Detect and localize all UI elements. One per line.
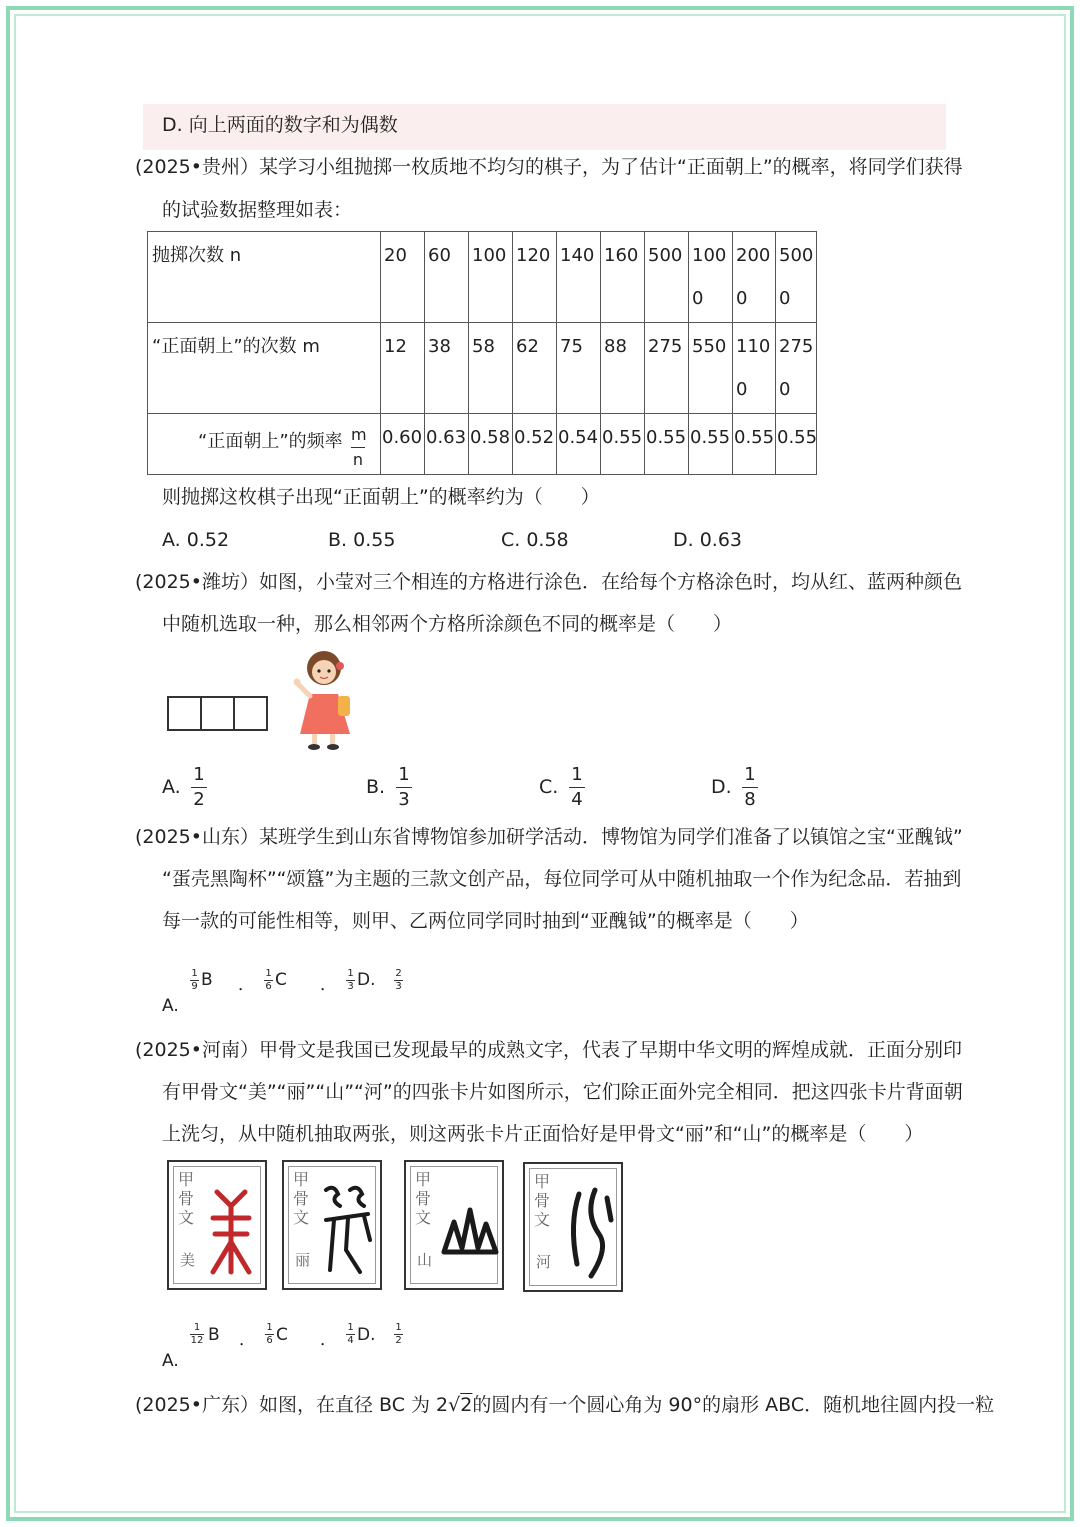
m-cell: 275 bbox=[779, 336, 814, 357]
oracle-card-shan: 甲骨文 山 bbox=[404, 1160, 504, 1290]
oracle-card-he: 甲骨文 河 bbox=[523, 1162, 623, 1292]
q4-stem-line3: 上洗匀，从中随机抽取两张，则这两张卡片正面恰好是甲骨文“丽”和“山”的概率是（ ） bbox=[162, 1123, 924, 1145]
m-cell: 0 bbox=[736, 379, 748, 400]
sqrt-sign: √ bbox=[448, 1394, 461, 1416]
q3-after-1: B bbox=[201, 970, 213, 990]
q4-frac-4: 1 2 bbox=[395, 1322, 402, 1346]
n-cell: 60 bbox=[428, 245, 451, 266]
freq-fraction: m n bbox=[351, 425, 367, 469]
m-cell: 0 bbox=[779, 379, 791, 400]
q2-stem-line1: (2025•潍坊）如图，小莹对三个相连的方格进行涂色．在给每个方格涂色时，均从红、蓝两种颜色 bbox=[135, 571, 962, 593]
q1-option-d: D. 0.63 bbox=[673, 529, 743, 551]
q1-option-c: C. 0.58 bbox=[501, 529, 569, 551]
q1-question: 则抛掷这枚棋子出现“正面朝上”的概率约为（ ） bbox=[162, 486, 600, 508]
q2-option-d-fraction: 1 8 bbox=[742, 765, 758, 810]
q4-stem-line1: (2025•河南）甲骨文是我国已发现最早的成熟文字，代表了早期中华文明的辉煌成就．正面分别印 bbox=[135, 1039, 962, 1061]
q5-stem-line1: (2025•广东）如图，在直径 BC 为 2√2的圆内有一个圆心角为 90°的扇形 ABC．随机地往圆内投一粒 bbox=[135, 1394, 995, 1416]
row-header-freq: “正面朝上”的频率 bbox=[198, 431, 343, 452]
freq-cell: 0.55 bbox=[690, 427, 731, 448]
n-cell: 140 bbox=[560, 245, 595, 266]
freq-cell: 0.55 bbox=[602, 427, 643, 448]
m-cell: 58 bbox=[472, 336, 495, 357]
oracle-glyph-shan bbox=[440, 1202, 500, 1262]
m-cell: 110 bbox=[736, 336, 771, 357]
freq-cell: 0.55 bbox=[646, 427, 687, 448]
q3-frac-1: 1 9 bbox=[191, 968, 198, 992]
q1-stem-line2: 的试验数据整理如表： bbox=[162, 199, 353, 221]
oracle-card-li: 甲骨文 丽 bbox=[282, 1160, 382, 1290]
n-cell: 120 bbox=[516, 245, 551, 266]
q3-dot-2: ． bbox=[320, 975, 337, 995]
q3-stem-line3: 每一款的可能性相等，则甲、乙两位同学同时抽到“亚醜钺”的概率是（ ） bbox=[162, 910, 809, 932]
m-cell: 275 bbox=[648, 336, 683, 357]
n-cell: 500 bbox=[779, 245, 814, 266]
n-cell: 0 bbox=[736, 288, 748, 309]
q1-stem-line1: (2025•贵州）某学习小组抛掷一枚质地不均匀的棋子，为了估计“正面朝上”的概率，将同学们获得 bbox=[135, 156, 963, 178]
m-cell: 12 bbox=[384, 336, 407, 357]
q3-dot-1: ． bbox=[238, 975, 255, 995]
q3-frac-4: 2 3 bbox=[395, 968, 402, 992]
oracle-card-mei: 甲骨文 美 bbox=[167, 1160, 267, 1290]
q3-after-3: D. bbox=[357, 970, 376, 990]
q1-option-a: A. 0.52 bbox=[162, 529, 230, 551]
q4-option-a-label: A. bbox=[162, 1351, 179, 1371]
q4-after-2: C bbox=[276, 1325, 288, 1345]
n-cell: 160 bbox=[604, 245, 639, 266]
q0-option-d: D. 向上两面的数字和为偶数 bbox=[162, 114, 398, 136]
n-cell: 0 bbox=[779, 288, 791, 309]
q1-option-b: B. 0.55 bbox=[328, 529, 396, 551]
q2-option-a-label: A. bbox=[162, 776, 181, 798]
q2-stem-line2: 中随机选取一种，那么相邻两个方格所涂颜色不同的概率是（ ） bbox=[162, 613, 733, 635]
q2-option-b-label: B. bbox=[366, 776, 386, 798]
freq-cell: 0.58 bbox=[470, 427, 511, 448]
n-cell: 500 bbox=[648, 245, 683, 266]
q2-option-d-label: D. bbox=[711, 776, 732, 798]
q4-frac-1: 1 12 bbox=[190, 1322, 204, 1346]
q3-option-a-label: A. bbox=[162, 996, 179, 1016]
q4-dot-2: ． bbox=[320, 1330, 337, 1350]
girl-illustration bbox=[290, 646, 360, 754]
oracle-glyph-mei bbox=[203, 1184, 259, 1280]
q3-stem-line1: (2025•山东）某班学生到山东省博物馆参加研学活动．博物馆为同学们准备了以镇馆之宝“亚醜钺” bbox=[135, 826, 963, 848]
n-cell: 200 bbox=[736, 245, 771, 266]
q4-stem-line2: 有甲骨文“美”“丽”“山”“河”的四张卡片如图所示，它们除正面外完全相同．把这四张卡片背面朝 bbox=[162, 1081, 963, 1103]
m-cell: 88 bbox=[604, 336, 627, 357]
q4-frac-2: 1 6 bbox=[266, 1322, 273, 1346]
experiment-table bbox=[147, 231, 817, 475]
m-cell: 62 bbox=[516, 336, 539, 357]
m-cell: 75 bbox=[560, 336, 583, 357]
q2-option-c-label: C. bbox=[539, 776, 559, 798]
m-cell: 550 bbox=[692, 336, 727, 357]
freq-cell: 0.55 bbox=[777, 427, 818, 448]
q3-stem-line2: “蛋壳黑陶杯”“颂簋”为主题的三款文创产品，每位同学可从中随机抽取一个作为纪念品．若抽到 bbox=[162, 868, 962, 890]
freq-cell: 0.63 bbox=[426, 427, 467, 448]
row-header-m: “正面朝上”的次数 m bbox=[152, 336, 320, 357]
q4-after-1: B bbox=[208, 1325, 220, 1345]
q3-frac-3: 1 3 bbox=[347, 968, 354, 992]
q3-after-2: C bbox=[275, 970, 287, 990]
q2-option-c-fraction: 1 4 bbox=[569, 765, 585, 810]
q2-option-b-fraction: 1 3 bbox=[396, 765, 412, 810]
row-header-n: 抛掷次数 n bbox=[152, 245, 242, 266]
freq-cell: 0.52 bbox=[514, 427, 555, 448]
sqrt-radicand: 2 bbox=[460, 1394, 473, 1416]
oracle-glyph-li bbox=[320, 1180, 376, 1280]
q3-frac-2: 1 6 bbox=[265, 968, 272, 992]
q4-after-3: D. bbox=[357, 1325, 376, 1345]
n-cell: 20 bbox=[384, 245, 407, 266]
q4-frac-3: 1 4 bbox=[347, 1322, 354, 1346]
n-cell: 100 bbox=[472, 245, 507, 266]
q2-option-a-fraction: 1 2 bbox=[191, 765, 207, 810]
oracle-glyph-he bbox=[565, 1184, 615, 1280]
freq-cell: 0.55 bbox=[734, 427, 775, 448]
n-cell: 100 bbox=[692, 245, 727, 266]
n-cell: 0 bbox=[692, 288, 704, 309]
m-cell: 38 bbox=[428, 336, 451, 357]
q4-dot-1: ． bbox=[239, 1330, 256, 1350]
freq-cell: 0.54 bbox=[558, 427, 599, 448]
freq-cell: 0.60 bbox=[382, 427, 423, 448]
